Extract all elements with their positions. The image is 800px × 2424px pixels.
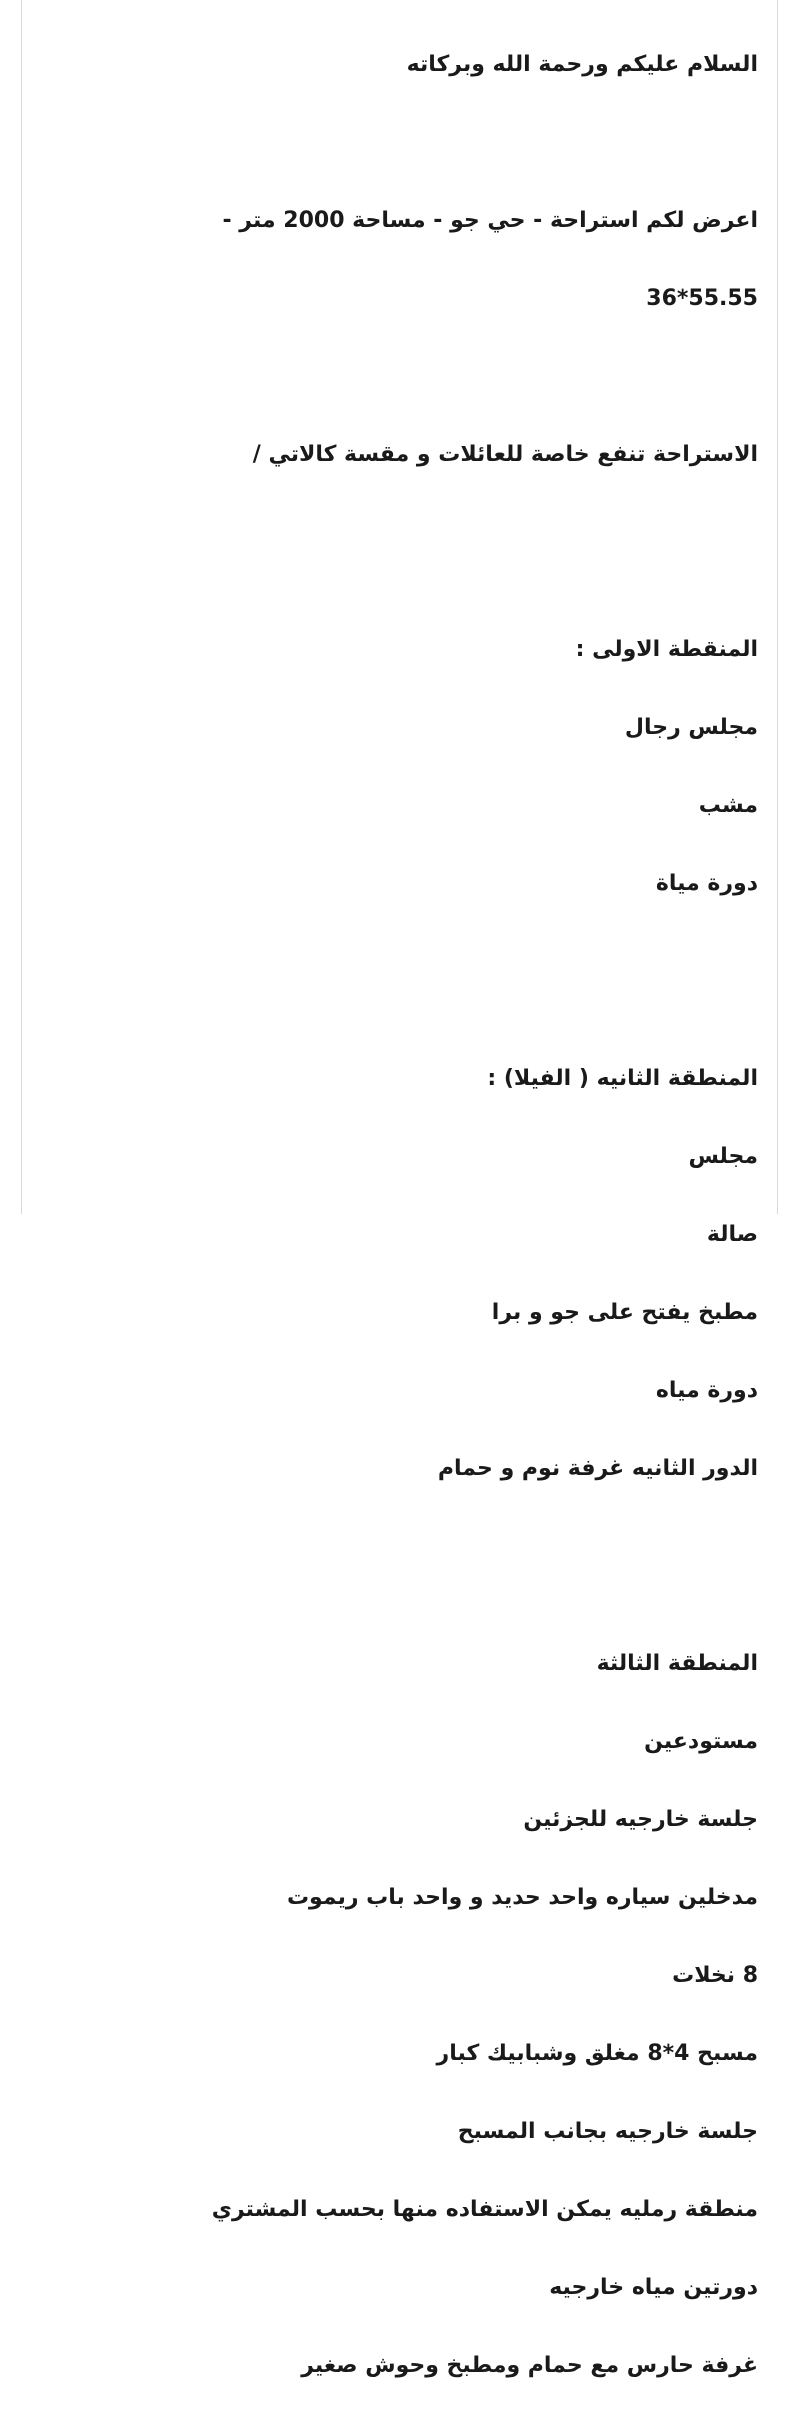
spacer	[138, 123, 758, 162]
zone1-item: دورة مياة	[655, 871, 758, 896]
spacer	[138, 942, 758, 981]
post-body	[138, 6, 758, 2424]
greeting-line: السلام عليكم ورحمة الله وبركاته	[406, 52, 758, 77]
zone2-item: مجلس	[688, 1144, 758, 1169]
zone3-item: مسبح 4*8 مغلق وشبابيك كبار	[436, 2041, 758, 2066]
zone3-item: مستودعين	[644, 1729, 758, 1754]
zone2-item: مطبخ يفتح على جو و برا	[491, 1300, 758, 1325]
right-divider	[777, 0, 778, 1214]
zone3-item: غرفة حارس مع حمام ومطبخ وحوش صغير	[301, 2353, 758, 2378]
zone3-item: جلسة خارجيه للجزئين	[523, 1807, 758, 1832]
zone2-title: المنطقة الثانيه ( الفيلا) :	[487, 1066, 758, 1091]
purpose-line: الاستراحة تنفع خاصة للعائلات و مقسة كالاتي /	[252, 442, 758, 467]
zone2-item: دورة مياه	[655, 1378, 758, 1403]
left-divider	[21, 0, 22, 1214]
zone1-title: المنقطة الاولى :	[575, 637, 758, 662]
offer-line-2: 55.55*36	[646, 286, 758, 311]
zone1-item: مجلس رجال	[624, 715, 758, 740]
offer-line-1: اعرض لكم استراحة - حي جو - مساحة 2000 متر -	[222, 208, 758, 233]
spacer	[138, 1527, 758, 1566]
spacer	[138, 513, 758, 552]
zone3-item: جلسة خارجيه بجانب المسبح	[457, 2119, 758, 2144]
zone2-item: صالة	[706, 1222, 758, 1247]
zone3-title: المنطقة الثالثة	[596, 1651, 758, 1676]
zone3-item: منطقة رمليه يمكن الاستفاده منها بحسب المشتري	[211, 2197, 758, 2222]
zone1-item: مشب	[698, 793, 758, 818]
zone3-item: 8 نخلات	[672, 1963, 758, 1988]
zone3-item: مدخلين سياره واحد حديد و واحد باب ريموت	[286, 1885, 758, 1910]
spacer	[138, 357, 758, 396]
zone2-item: الدور الثانيه غرفة نوم و حمام	[437, 1456, 758, 1481]
zone3-item: دورتين مياه خارجيه	[549, 2275, 758, 2300]
